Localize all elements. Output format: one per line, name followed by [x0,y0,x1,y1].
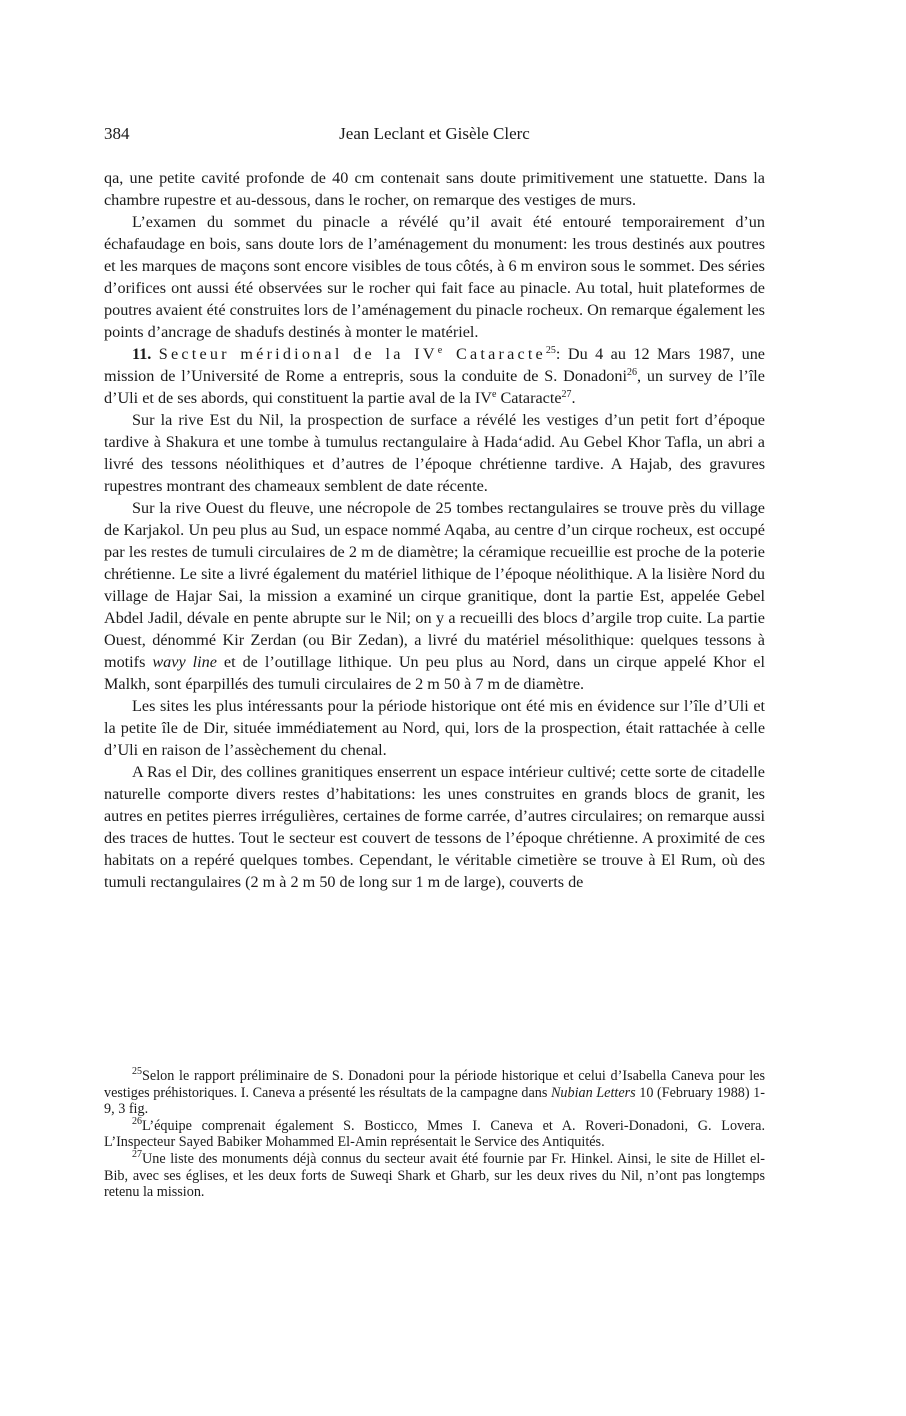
footnote-25-italic: Nubian Letters [550,1084,636,1101]
section-number: 11. [132,345,152,363]
footnote-mark-27: 27 [132,1148,142,1160]
superscript-e: e [491,389,497,400]
running-head: Jean Leclant et Gisèle Clerc [339,124,530,143]
section-heading [159,345,546,363]
section-heading-superscript: e [437,345,446,356]
body-text [104,167,765,893]
footnote-ref-25: 25 [545,345,556,356]
paragraph-3-text-b: , un survey de l’île d’Uli et de ses abords, qui constituent la partie aval de la IV [104,367,765,407]
section-heading-b: Cataracte [445,345,546,363]
page-header [104,124,765,148]
paragraph-3-text-c: Cataracte [496,389,562,407]
footnote-ref-27: 27 [561,389,572,400]
paragraph-3-text-d: . [571,389,576,407]
paragraph-7: A Ras el Dir, des collines granitiques enserrent un espace intérieur cultivé; cette sorte de citadelle naturelle comporte divers restes d’habitations: les unes construites en grands blocs de granit, les autres en petites pierres irrégulières, certaines de forme carrée, d’autres circulaires; on remarque aussi des traces de huttes. Tout le secteur est couvert de tessons de l’époque chrétienne. A proximité de ces habitats on a repéré quelques tombes. Cependant, le véritable cimetière se trouve à El Rum, où des tumuli rectangulaires (2 m à 2 m 50 de long sur 1 m de large), couverts de [104,763,765,891]
footnote-25-text-a: Selon le rapport préliminaire de S. Donadoni pour la période historique et celui d’Isabella Caneva pour les vestiges préhistoriques. I. Caneva a présenté les résultats de la campagne dans [104,1068,765,1101]
footnote-25 [104,1068,765,1118]
footnote-ref-26: 26 [626,367,637,378]
section-heading-a: Secteur méridional de la IV [158,345,438,363]
footnote-26 [104,1115,765,1151]
paragraph-3-text-a: : Du 4 au 12 Mars 1987, une mission de l’Université de Rome a entrepris, sous la conduite de S. Donadoni [104,345,765,385]
footnote-27-text: Une liste des monuments déjà connus du secteur avait été fournie par Fr. Hinkel. Ainsi, le site de Hillet el-Bib, avec ses églises, et les deux forts de Suweqi Shark et Gharb, sur les deux rives du Nil, n’ont pas longtemps retenu la mission. [104,1150,765,1201]
paragraph-6: Les sites les plus intéressants pour la période historique ont été mis en évidence sur l’île d’Uli et la petite île de Dir, située immédiatement au Nord, qui, lors de la prospection, était rattachée à celle d’Uli en raison de l’assèchement du chenal. [104,697,765,759]
page-number: 384 [104,124,130,143]
paragraph-5-text-a: Sur la rive Ouest du fleuve, une nécropole de 25 tombes rectangulaires se trouve près du village de Karjakol. Un peu plus au Sud, un espace nommé Aqaba, au centre d’un cirque rocheux, est occupé par les restes de tumuli circulaires de 2 m de diamètre; la céramique recueillie est proche de la poterie chrétienne. Le site a livré également du matériel lithique de l’époque néolithique. A la lisière Nord du village de Hajar Sai, la mission a examiné un cirque granitique, dont la partie Est, appelée Gebel Abdel Jadil, dévale en pente abrupte sur le Nil; on y a recueilli des blocs d’argile trop cuite. La partie Ouest, dénommé Kir Zerdan (ou Bir Zedan), a livré du matériel mésolithique: quelques tessons à motifs [104,499,765,671]
footnote-26-text: L’équipe comprenait également S. Bosticco, Mmes I. Caneva et A. Roveri-Donadoni, G. Lovera. L’Inspecteur Sayed Babiker Mohammed El-Amin représentait le Service des Antiquités. [104,1117,765,1151]
paragraph-4: Sur la rive Est du Nil, la prospection de surface a révélé les vestiges d’un petit fort d’époque tardive à Shakura et une tombe à tumulus rectangulaire à Hada‘adid. Au Gebel Khor Tafla, un abri a livré des tessons néolithiques et d’autres de l’époque chrétienne tardive. A Hajab, des gravures rupestres montrant des chameaux semblent de date récente. [104,411,765,495]
paragraph-5-text-b: et de l’outillage lithique. Un peu plus au Nord, dans un cirque appelé Khor el Malkh, sont éparpillés des tumuli circulaires de 2 m 50 à 7 m de diamètre. [104,653,765,693]
paragraph-2: L’examen du sommet du pinacle a révélé qu’il avait été entouré temporairement d’un échafaudage en bois, sans doute lors de l’aménagement du monument: les trous destinés aux poutres et les marques de maçons sont encore visibles de tous côtés, à 6 m environ sous le sommet. Des séries d’orifices ont aussi été observées sur le rocher qui fait face au pinacle. Au total, huit plateformes de poutres avaient été construites lors de l’aménagement du pinacle rocheux. On remarque également les points d’ancrage de shadufs destinés à monter le matériel. [104,213,765,341]
footnote-25-text-b: 10 (February 1988) 1-9, 3 fig. [104,1084,765,1118]
italic-term: wavy line [152,653,217,671]
paragraph-3 [104,343,765,409]
footnote-mark-25: 25 [132,1066,142,1077]
paragraph-1: qa, une petite cavité profonde de 40 cm contenait sans doute primitivement une statuette. Dans la chambre rupestre et au-dessous, dans le rocher, on remarque des vestiges de murs. [104,169,765,209]
footnotes [104,1068,765,1201]
paragraph-5 [104,497,765,695]
footnote-27 [104,1148,765,1201]
footnote-mark-26: 26 [132,1115,142,1127]
